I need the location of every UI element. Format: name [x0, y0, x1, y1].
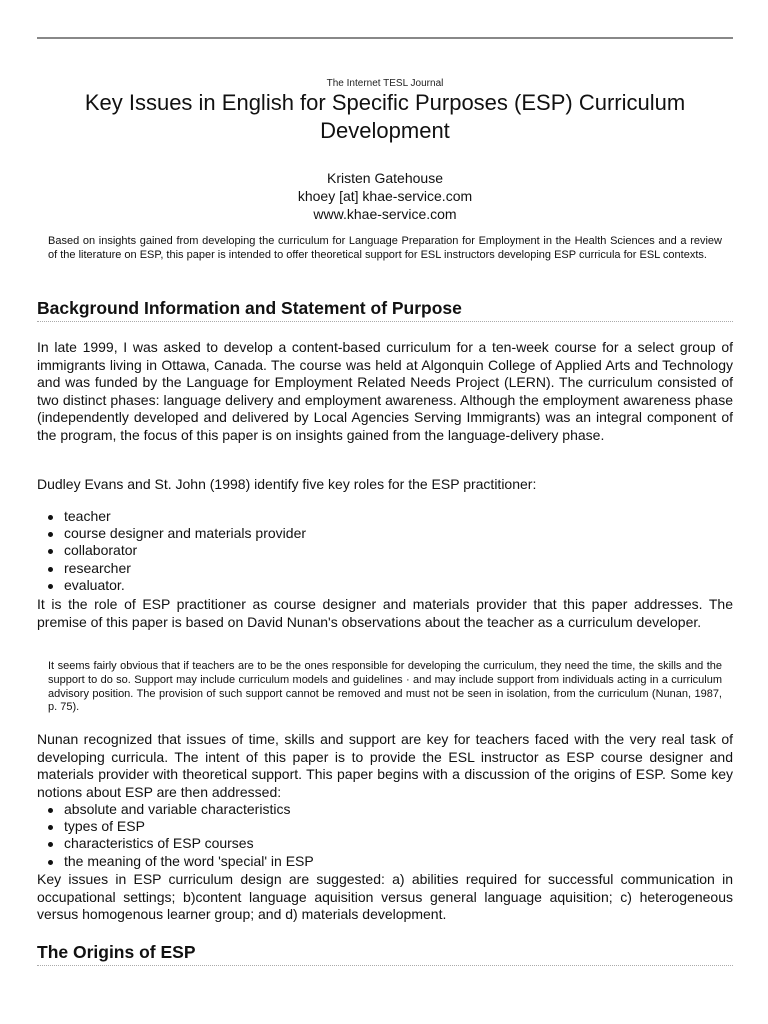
list-item: teacher	[64, 508, 760, 525]
list-item: absolute and variable characteristics	[64, 801, 760, 818]
roles-list	[37, 508, 760, 594]
author-email: khoey [at] khae-service.com	[297, 188, 473, 204]
paragraph-key-issues: Key issues in ESP curriculum design are suggested: a) abilities required for successful communication in occupational settings; b)content language aquisition versus general language aquisition; c) heterogeneous versus homogenous learner group; and d) materials development.	[37, 871, 733, 923]
abstract: Based on insights gained from developing the curriculum for Language Preparation for Employment in the Health Sciences and a review of the literature on ESP, this paper is intended to offer theoretical support for ESL instructors developing ESP curricula for ESL contexts.	[48, 235, 722, 261]
notions-list	[37, 801, 760, 870]
author-name: Kristen Gatehouse	[327, 170, 443, 186]
list-item: course designer and materials provider	[64, 525, 760, 542]
list-item: collaborator	[64, 542, 760, 559]
article-title: Key Issues in English for Specific Purposes (ESP) Curriculum Development	[84, 90, 686, 143]
author-block	[37, 169, 733, 223]
journal-name: The Internet TESL Journal	[326, 78, 444, 89]
paragraph-roles-intro: Dudley Evans and St. John (1998) identify five key roles for the ESP practitioner:	[37, 476, 537, 492]
author-website: www.khae-service.com	[313, 206, 457, 222]
list-item: evaluator.	[64, 577, 760, 594]
top-rule	[37, 37, 733, 39]
list-item: researcher	[64, 560, 760, 577]
heading-background: Background Information and Statement of Purpose	[37, 297, 733, 322]
list-item: the meaning of the word 'special' in ESP	[64, 853, 760, 870]
nunan-quote: It seems fairly obvious that if teachers are to be the ones responsible for developing the curriculum, they need the time, the skills and the support to do so. Support may include curriculum models and guidelines · and may include support from individuals acting in a curriculum advisory position. The provision of such support cannot be removed and must not be seen in isolation, from the curriculum (Nunan, 1987, p. 75).	[48, 660, 722, 714]
list-item: types of ESP	[64, 818, 760, 835]
paragraph-nunan: Nunan recognized that issues of time, skills and support are key for teachers faced with the very real task of developing curricula. The intent of this paper is to provide the ESL instructor as ESP course designer and materials provider with theoretical support. This paper begins with a discussion of the origins of ESP. Some key notions about ESP are then addressed:	[37, 731, 733, 800]
paragraph-premise: It is the role of ESP practitioner as course designer and materials provider that this paper addresses. The premise of this paper is based on David Nunan's observations about the teacher as a curriculum developer.	[37, 596, 733, 630]
heading-origins: The Origins of ESP	[37, 941, 733, 966]
paragraph-intro: In late 1999, I was asked to develop a content-based curriculum for a ten-week course for a select group of immigrants living in Ottawa, Canada. The course was held at Algonquin College of Applied Arts and Technology and was funded by the Language for Employment Related Needs Project (LERN). The curriculum consisted of two distinct phases: language delivery and employment awareness. Although the employment awareness phase (independently developed and delivered by Local Agencies Serving Immigrants) was an integral component of the program, the focus of this paper is on insights gained from the language-delivery phase.	[37, 339, 733, 443]
list-item: characteristics of ESP courses	[64, 835, 760, 852]
